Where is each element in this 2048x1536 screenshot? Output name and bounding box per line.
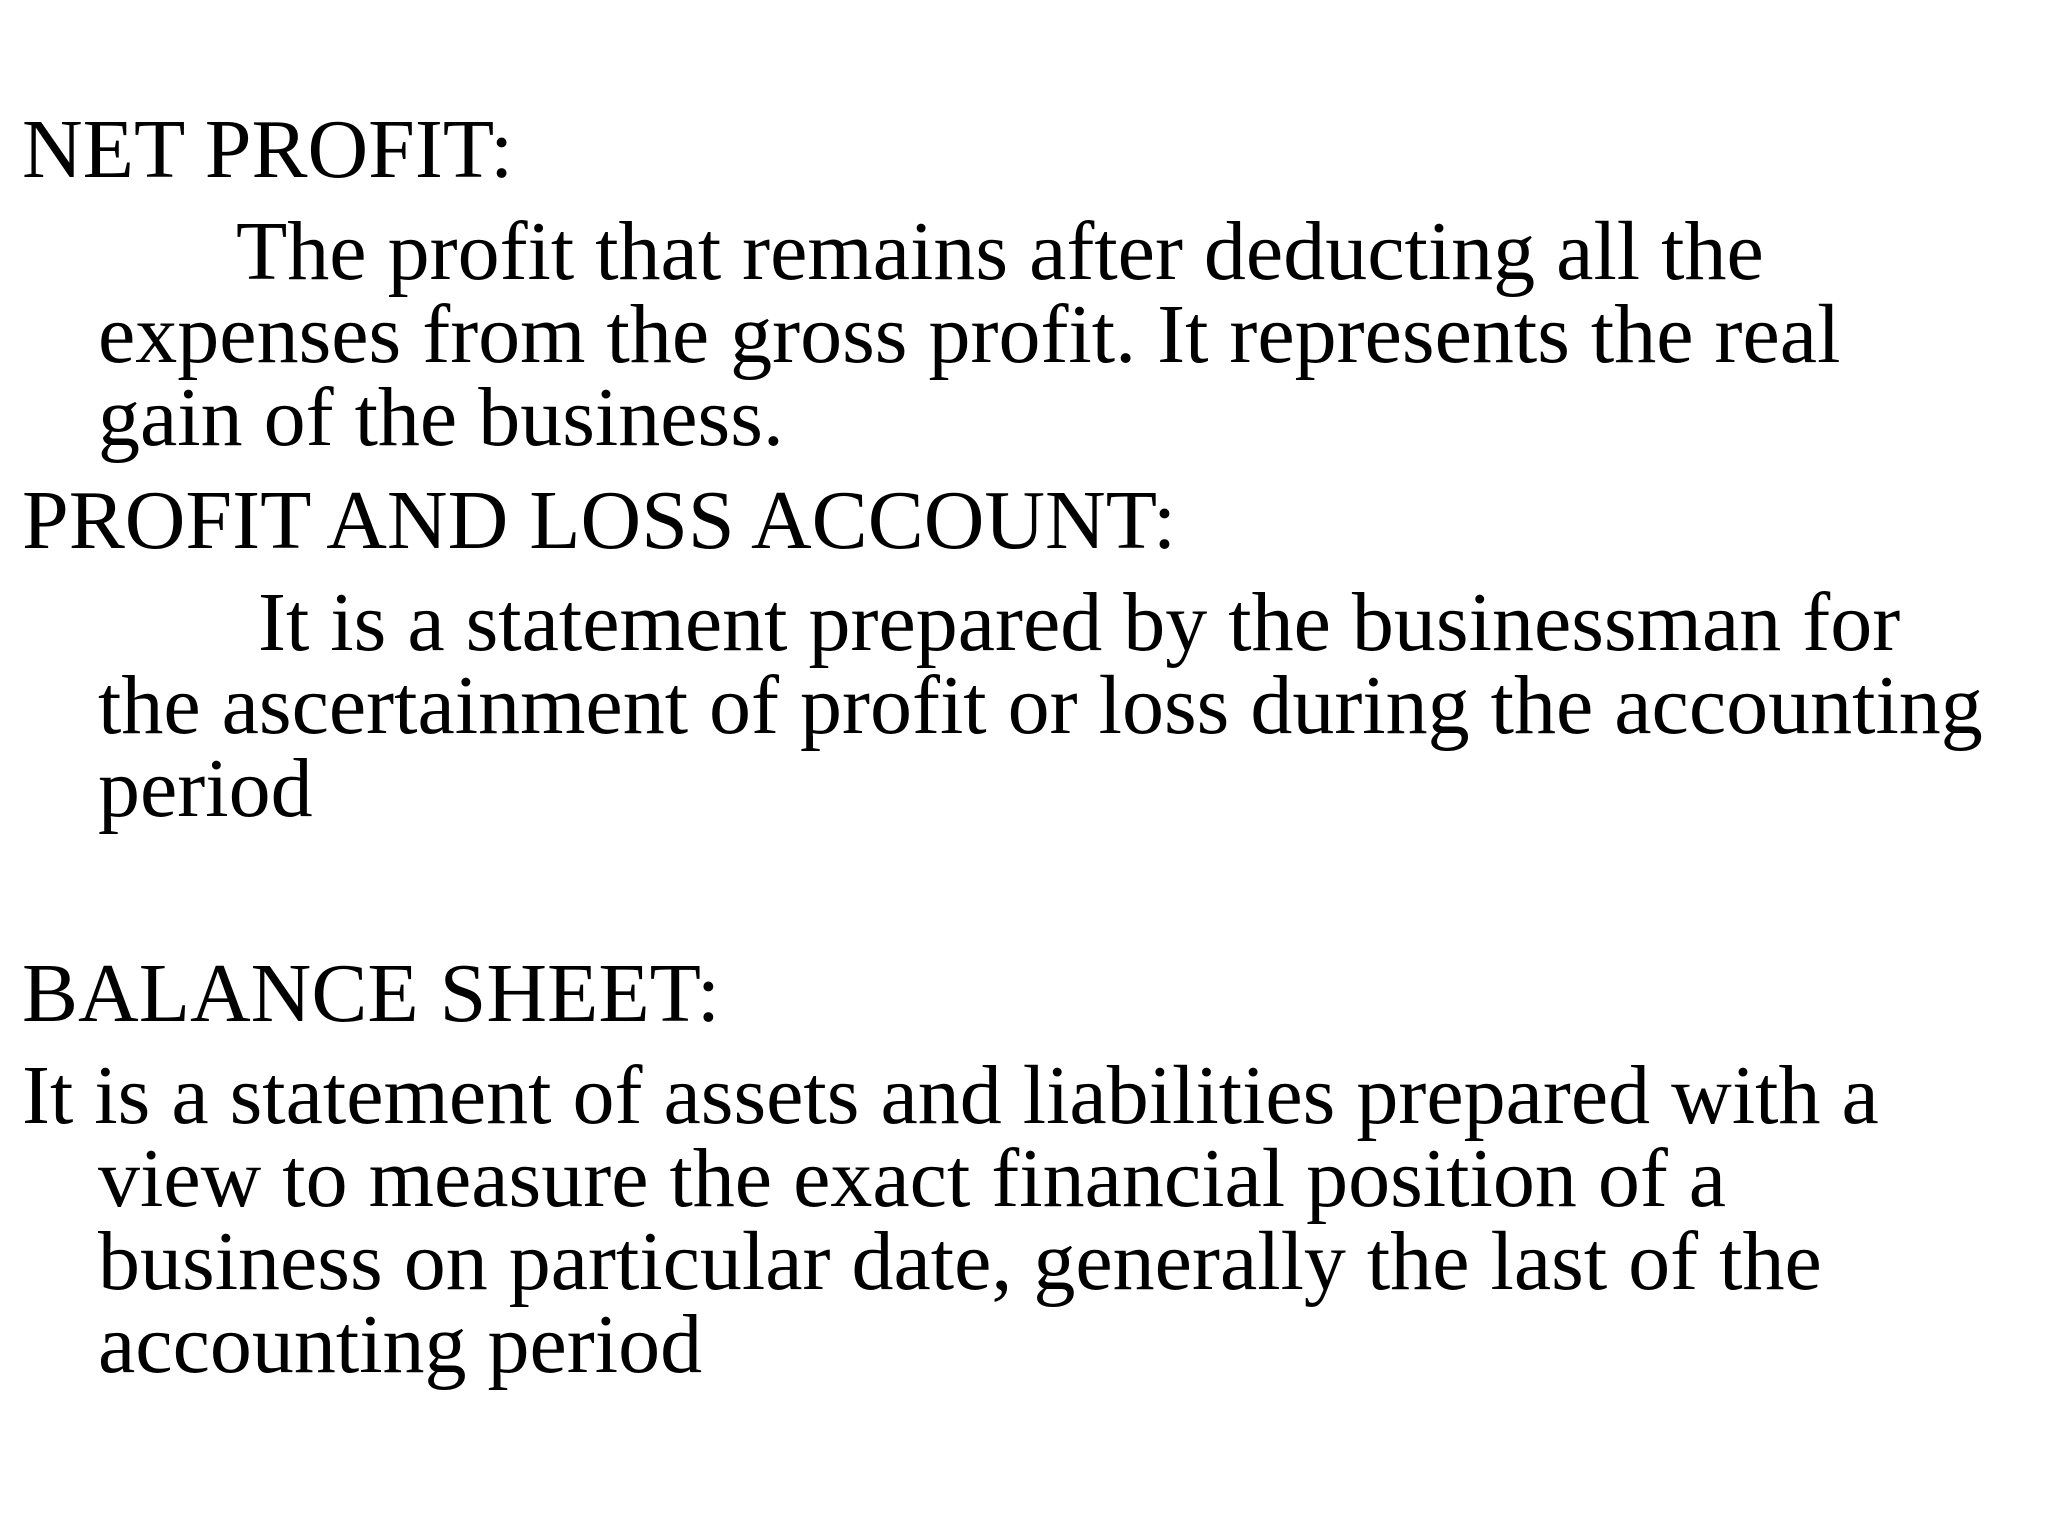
net-profit-line-2: expenses from the gross profit. It represents the real <box>98 288 1841 381</box>
net-profit-line-1: The profit that remains after deducting all the <box>236 205 1764 298</box>
balance-sheet-line-1: It is a statement of assets and liabilities prepared with a <box>22 1049 1879 1142</box>
net-profit-line-3: gain of the business. <box>98 371 784 464</box>
profit-and-loss-line-1: It is a statement prepared by the businessman for <box>258 576 1901 669</box>
profit-and-loss-line-2: the ascertainment of profit or loss during the accounting <box>98 659 1983 752</box>
balance-sheet-line-2: view to measure the exact financial position of a <box>98 1132 1727 1225</box>
balance-sheet-heading: BALANCE SHEET: <box>22 947 721 1040</box>
balance-sheet-line-3: business on particular date, generally the last of the <box>98 1215 1822 1308</box>
balance-sheet-line-4: accounting period <box>98 1298 703 1391</box>
profit-and-loss-line-3: period <box>98 742 313 835</box>
net-profit-heading: NET PROFIT: <box>22 103 514 196</box>
profit-and-loss-heading: PROFIT AND LOSS ACCOUNT: <box>22 474 1177 567</box>
